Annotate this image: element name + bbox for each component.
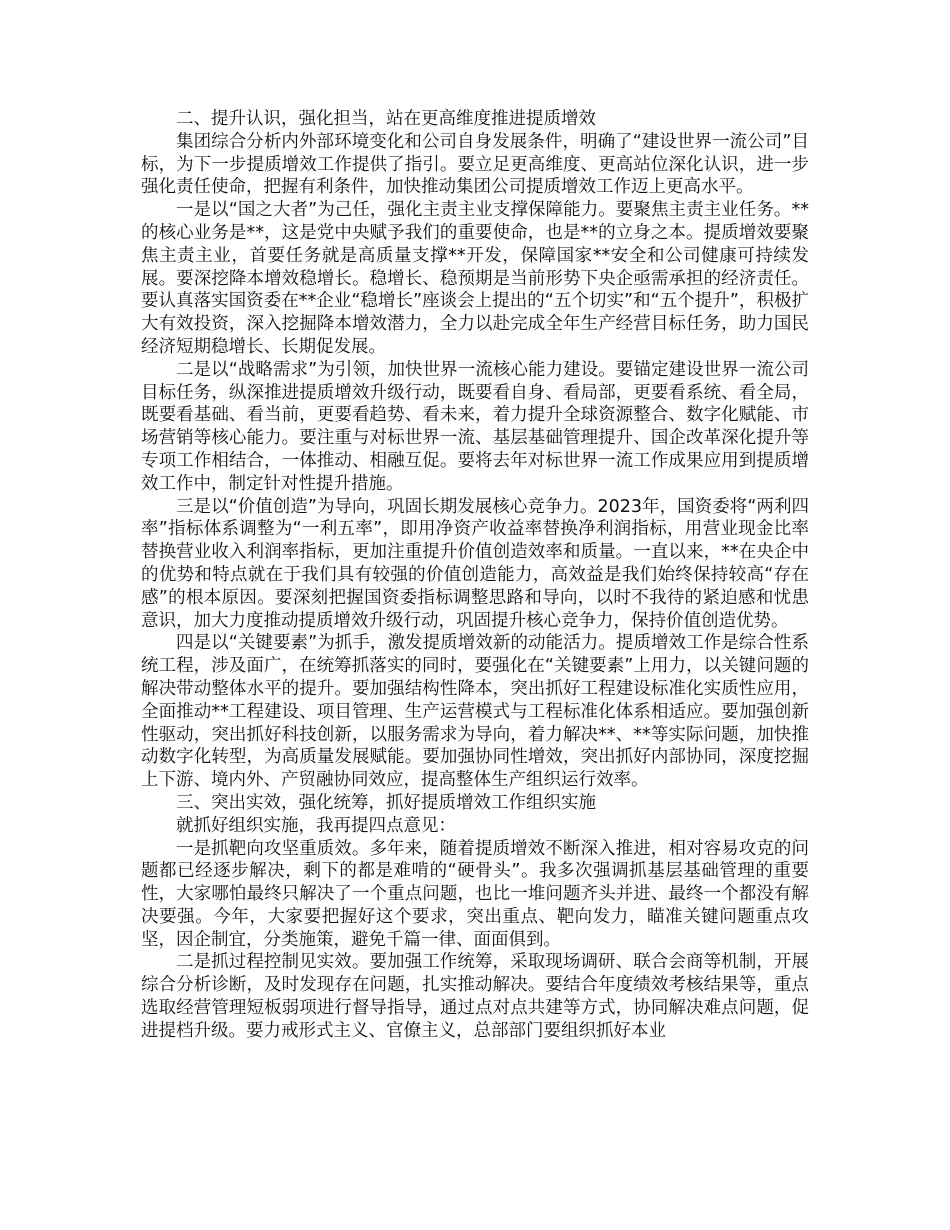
paragraph-point-1: 一是以“国之大者”为己任，强化主责主业支撑保障能力。要聚焦主责主业任务。**的核心业务是**，这是党中央赋予我们的重要使命，也是**的立身之本。提质增效要聚焦主责主业，首要任务就是高质量支撑**开发，保障国家**安全和公司健康可持续发展。要深挖降本增效稳增长。稳增长、稳预期是当前形势下央企亟需承担的经济责任。要认真落实国资委在**企业“稳增长”座谈会上提出的“五个切实”和“五个提升”，积极扩大有效投资，深入挖掘降本增效潜力，全力以赴完成全年生产经营目标任务，助力国民经济短期稳增长、长期促发展。: [141, 200, 809, 357]
paragraph-point-3: 三是以“价值创造”为导向，巩固长期发展核心竞争力。2023年，国资委将“两利四率”指标体系调整为“一利五率”，即用净资产收益率替换净利润指标，用营业现金比率替换营业收入利润率指标，更加注重提升价值创造效率和质量。一直以来，**在央企中的优势和特点就在于我们具有较强的价值创造能力，高效益是我们始终保持较高“存在感”的根本原因。要深刻把握国资委指标调整思路和导向，以时不我待的紧迫感和忧患意识，加大力度推动提质增效升级行动，巩固提升核心竞争力，保持价值创造优势。: [141, 496, 809, 631]
paragraph-opinion-1: 一是抓靶向攻坚重质效。多年来，随着提质增效不断深入推进，相对容易攻克的问题都已经逐步解决，剩下的都是难啃的“硬骨头”。我多次强调抓基层基础管理的重要性，大家哪怕最终只解决了一个重点问题，也比一堆问题齐头并进、最终一个都没有解决要强。今年，大家要把握好这个要求，突出重点、靶向发力，瞄准关键问题重点攻坚，因企制宜，分类施策，避免千篇一律、面面俱到。: [141, 838, 809, 950]
document-body: [141, 108, 809, 1043]
paragraph-point-2: 二是以“战略需求”为引领，加快世界一流核心能力建设。要锚定建设世界一流公司目标任务，纵深推进提质增效升级行动，既要看自身、看局部，更要看系统、看全局，既要看基础、看当前，更要看趋势、看未来，着力提升全球资源整合、数字化赋能、市场营销等核心能力。要注重与对标世界一流、基层基础管理提升、国企改革深化提升等专项工作相结合，一体推动、相融互促。要将去年对标世界一流工作成果应用到提质增效工作中，制定针对性提升措施。: [141, 359, 809, 494]
paragraph-intro: 集团综合分析内外部环境变化和公司自身发展条件，明确了“建设世界一流公司”目标，为下一步提质增效工作提供了指引。要立足更高维度、更高站位深化认识，进一步强化责任使命，把握有利条件，加快推动集团公司提质增效工作迈上更高水平。: [141, 131, 809, 198]
paragraph-opinion-2: 二是抓过程控制见实效。要加强工作统筹，采取现场调研、联合会商等机制，开展综合分析诊断，及时发现存在问题，扎实推动解决。要结合年度绩效考核结果等，重点选取经营管理短板弱项进行督导指导，通过点对点共建等方式，协同解决难点问题，促进提档升级。要力戒形式主义、官僚主义，总部部门要组织抓好本业: [141, 952, 809, 1041]
section-heading-2: 二、提升认识，强化担当，站在更高维度推进提质增效: [176, 109, 596, 129]
section-heading-3: 三、突出实效，强化统筹，抓好提质增效工作组织实施: [176, 792, 596, 813]
paragraph-point-4: 四是以“关键要素”为抓手，激发提质增效新的动能活力。提质增效工作是综合性系统工程，涉及面广，在统筹抓落实的同时，要强化在“关键要素”上用力，以关键问题的解决带动整体水平的提升。要加强结构性降本，突出抓好工程建设标准化实质性应用，全面推动**工程建设、项目管理、生产运营模式与工程标准化体系相适应。要加强创新性驱动，突出抓好科技创新，以服务需求为导向，着力解决**、**等实际问题，加快推动数字化转型，为高质量发展赋能。要加强协同性增效，突出抓好内部协同，深度挖掘上下游、境内外、产贸融协同效应，提高整体生产组织运行效率。: [141, 633, 809, 791]
paragraph-lead-in: 就抓好组织实施，我再提四点意见：: [176, 815, 456, 836]
